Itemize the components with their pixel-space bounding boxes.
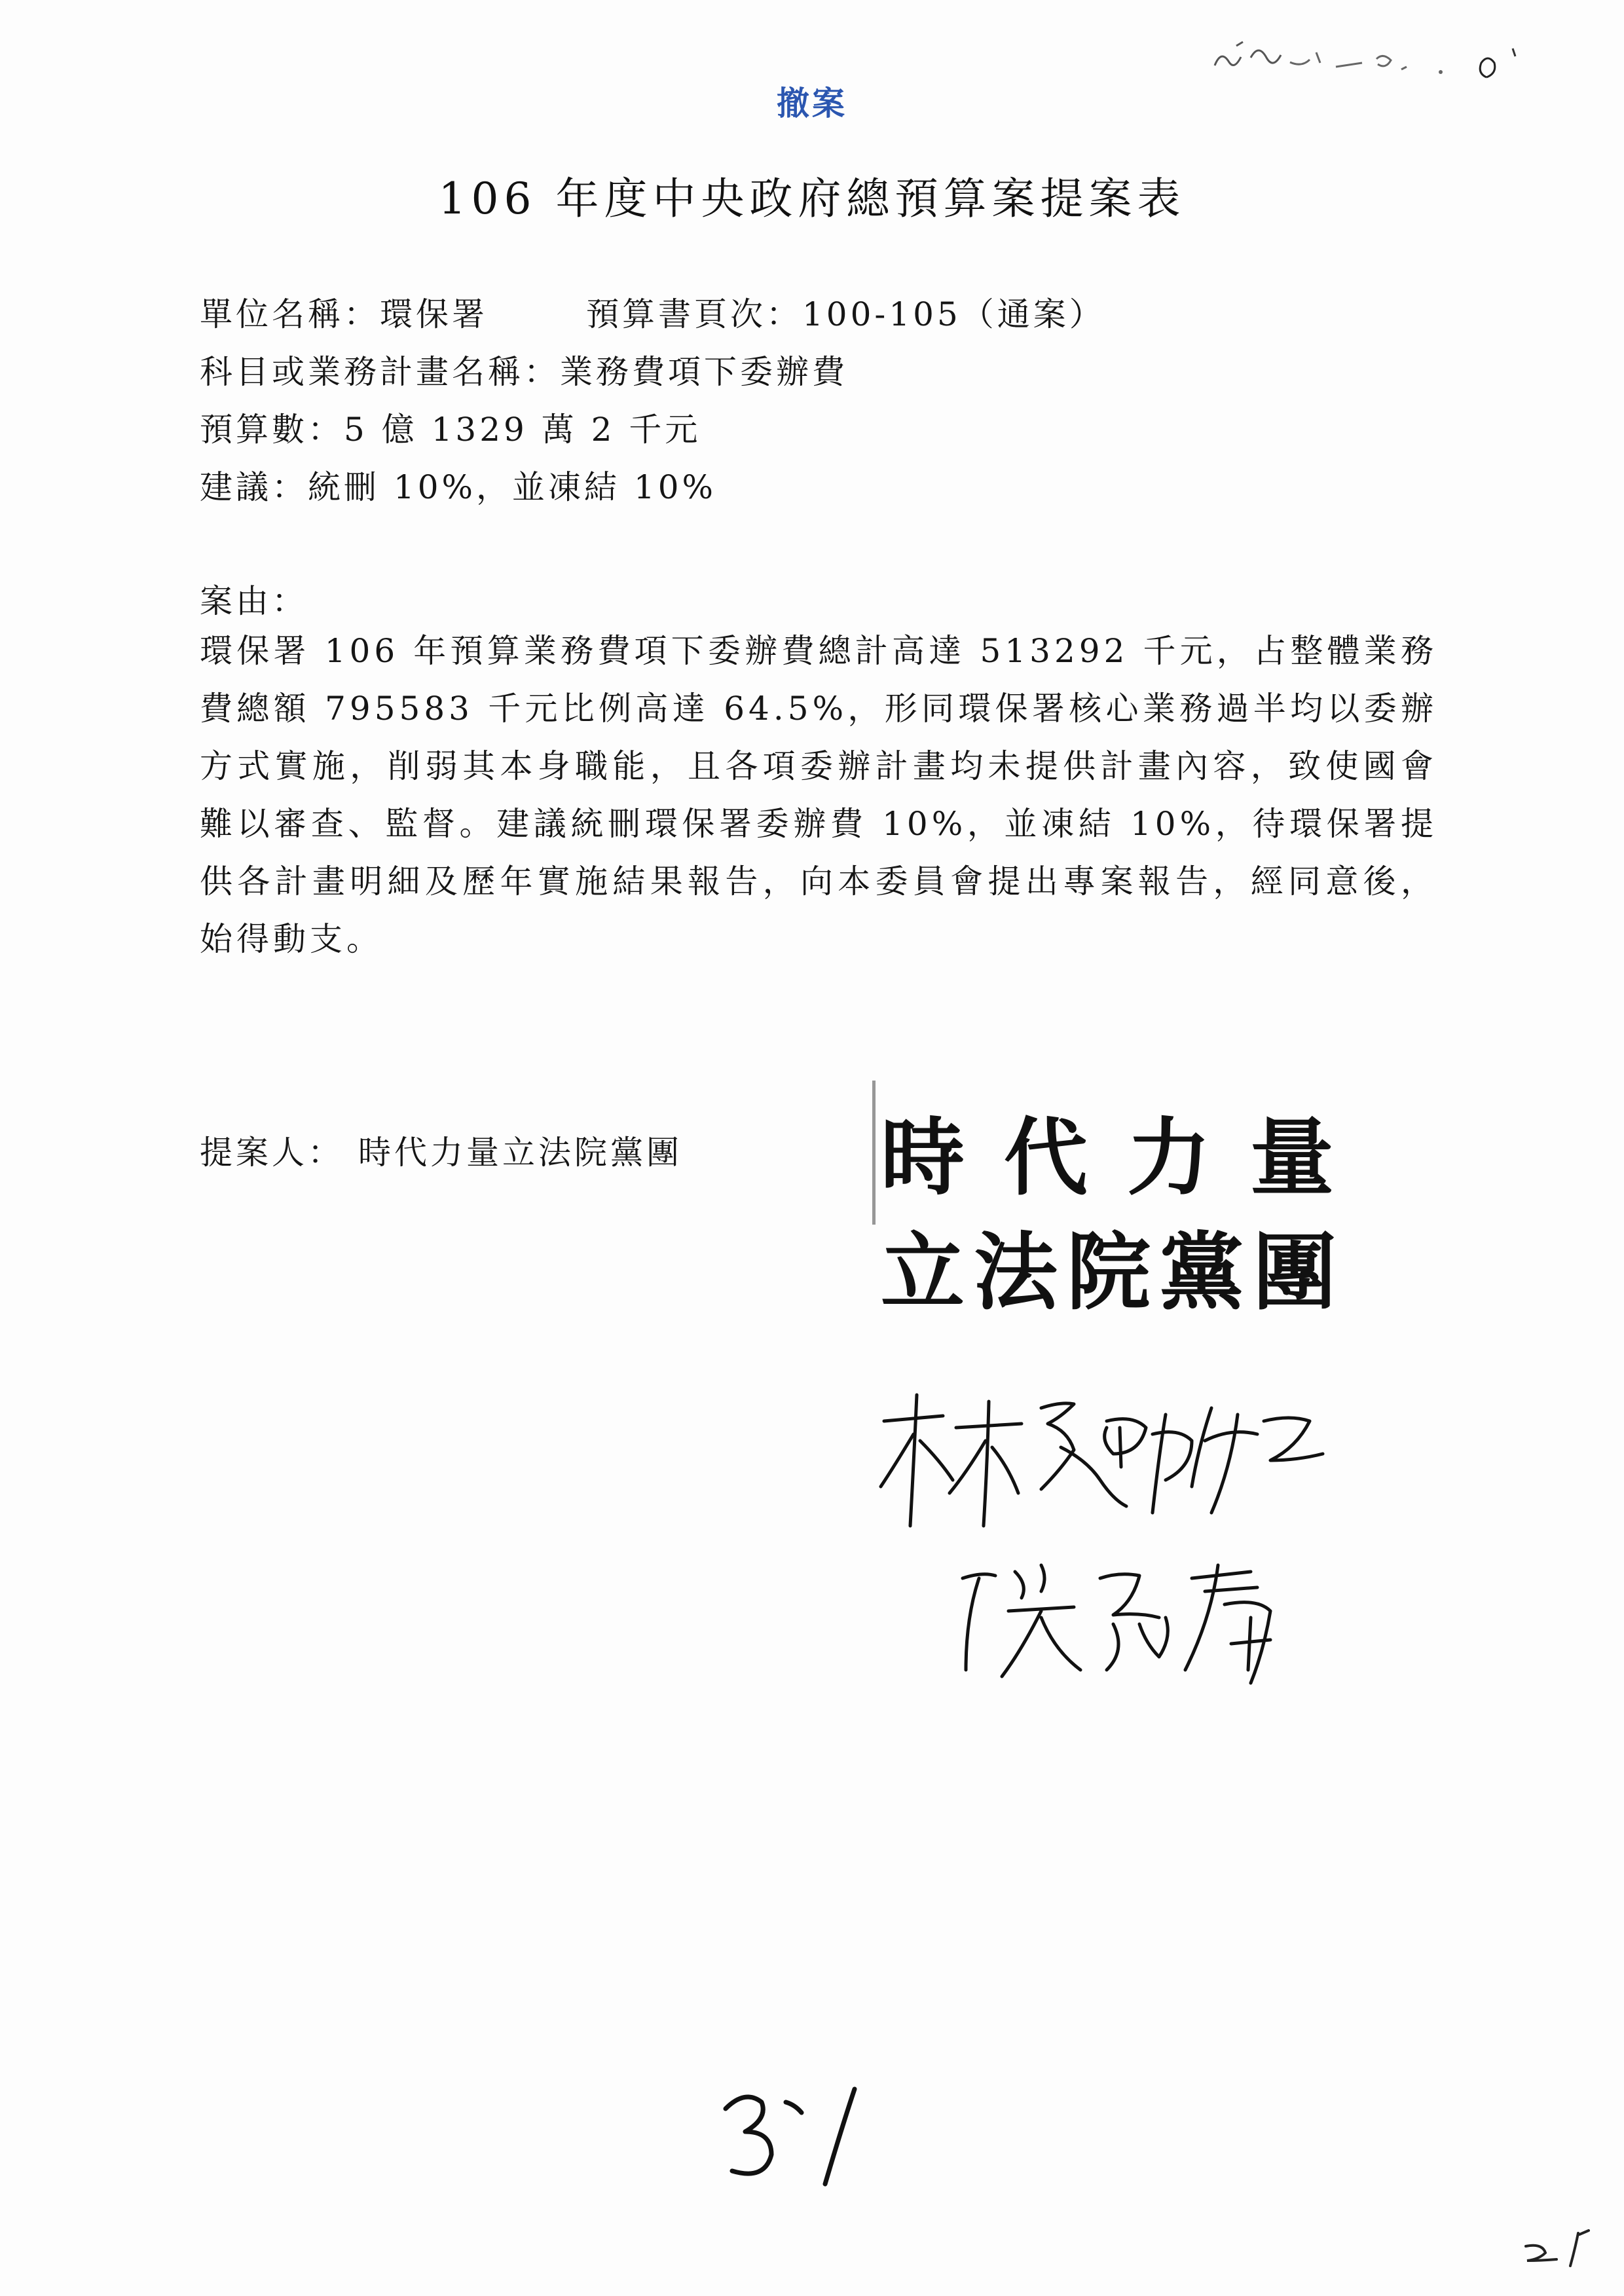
budget-amount-row (200, 403, 701, 451)
handwritten-mark-bottom (1519, 2220, 1604, 2272)
handwritten-signature-1 (871, 1375, 1329, 1546)
proposer-row (200, 1126, 682, 1174)
budget-pages-label: 預算書頁次： (586, 295, 802, 333)
budget-amount-label: 預算數： (200, 411, 344, 449)
budget-amount-value: 5 億 1329 萬 2 千元 (344, 411, 701, 449)
handwritten-signature-2 (943, 1539, 1310, 1703)
stamp-border-mark (872, 1081, 876, 1225)
unit-and-pages-row (200, 288, 1105, 335)
proposer-label: 提案人： (200, 1134, 344, 1172)
suggestion-value: 統刪 10%，並凍結 10% (308, 468, 717, 506)
subject-row (200, 346, 848, 393)
subject-label: 科目或業務計畫名稱： (200, 353, 560, 391)
budget-pages-value: 100-105（通案） (802, 295, 1105, 333)
unit-value: 環保署 (380, 295, 488, 333)
withdrawn-status-label: 撤案 (777, 84, 847, 122)
stamp-line-1: 時代力量 (881, 1109, 1374, 1207)
reason-heading: 案由： (200, 582, 308, 620)
stamp-line-2: 立法院黨團 (881, 1224, 1346, 1322)
subject-value: 業務費項下委辦費 (560, 353, 848, 391)
unit-label: 單位名稱： (200, 295, 380, 333)
handwritten-page-number (714, 2069, 884, 2194)
proposer-value: 時代力量立法院黨團 (358, 1134, 682, 1172)
page-number-text: 3-1 (714, 2069, 715, 2070)
suggestion-label: 建議： (200, 468, 308, 506)
reason-body: 環保署 106 年預算業務費項下委辦費總計高達 513292 千元，占整體業務費總額 795583 千元比例高達 64.5%，形同環保署核心業務過半均以委辦方式實施，削弱其本身職能，且各項委辦計畫均未提供計畫內容，致使國會難以審查、監督。建議統刪環保署委辦費 10%，並凍結 10%，待環保署提供各計畫明細及歷年實施結果報告，向本委員會提出專案報告，經同意後，始得動支。 (200, 632, 1437, 958)
suggestion-row (200, 461, 716, 508)
document-title: 106 年度中央政府總預算案提案表 (438, 174, 1186, 224)
